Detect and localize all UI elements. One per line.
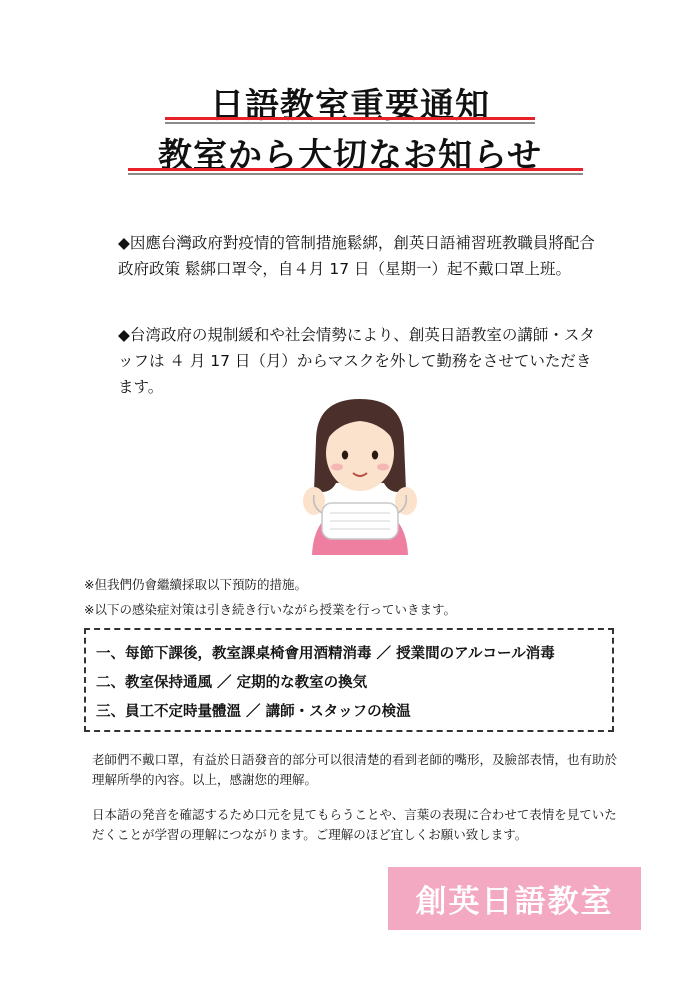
precaution-note-chinese: ※但我們仍會繼續採取以下預防的措施。	[84, 577, 307, 592]
title-underline-red-2	[128, 168, 583, 171]
title-line-2: 教室から大切なお知らせ	[158, 136, 542, 176]
person-holding-mask-icon	[290, 395, 430, 555]
precaution-item-1: 一、每節下課後，教室課桌椅會用酒精消毒 ／ 授業間のアルコール消毒	[96, 646, 555, 662]
precaution-item-2: 二、教室保持通風 ／ 定期的な教室の換気	[96, 675, 368, 691]
brand-badge: 創英日語教室	[388, 867, 641, 930]
title-underline-gray-2	[128, 173, 583, 175]
title-underline-gray-1	[165, 122, 535, 124]
notice-chinese: ◆因應台灣政府對疫情的管制措施鬆綁，創英日語補習班教職員將配合政府政策 鬆綁口罩令，自４月 17 日（星期一）起不戴口罩上班。	[118, 234, 595, 278]
precaution-note-japanese: ※以下の感染症対策は引き続き行いながら授業を行っていきます。	[84, 602, 456, 617]
precaution-item-3: 三、員工不定時量體溫 ／ 講師・スタッフの検温	[96, 704, 411, 720]
explanation-chinese: 老師們不戴口罩，有益於日語發音的部分可以很清楚的看到老師的嘴形，及臉部表情，也有助於理解所學的內容。以上，感謝您的理解。	[92, 752, 618, 787]
explanation-japanese: 日本語の発音を確認するため口元を見てもらうことや、言葉の表現に合わせて表情を見ていただくことが学習の理解につながります。ご理解のほど宜しくお願い致します。	[92, 807, 617, 842]
notice-japanese: ◆台湾政府の規制緩和や社会情勢により、創英日語教室の講師・スタッフは ４ 月 17 日（月）からマスクを外して勤務をさせていただきます。	[118, 326, 595, 396]
title-underline-red-1	[165, 117, 535, 120]
precautions-box	[84, 628, 614, 732]
title-line-1: 日語教室重要通知	[210, 86, 490, 126]
